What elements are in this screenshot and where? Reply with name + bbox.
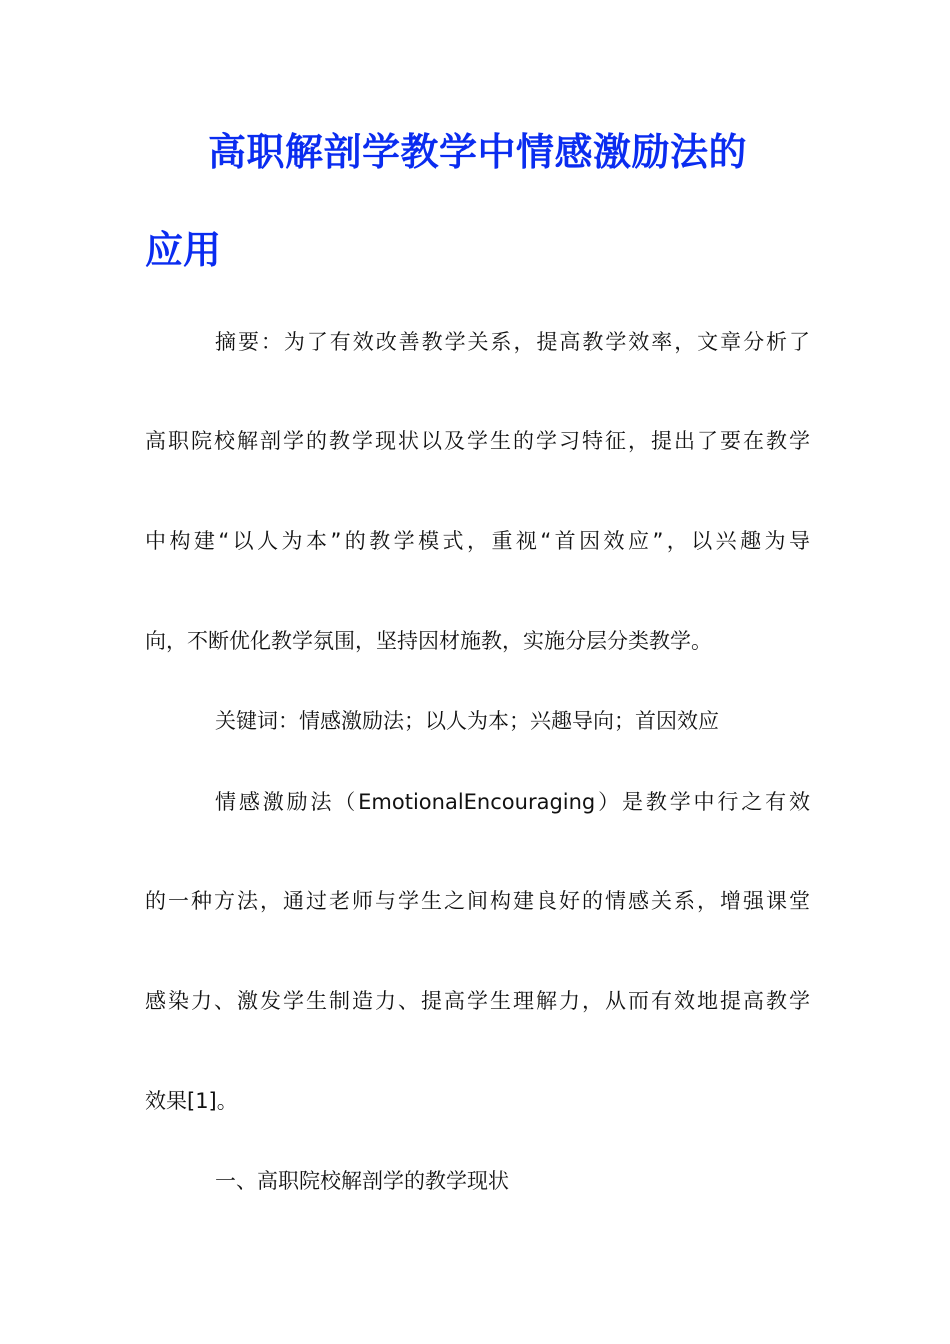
intro-line-4: 效果[1]。: [145, 1089, 238, 1113]
abstract-line-4: 向，不断优化教学氛围，坚持因材施教，实施分层分类教学。: [145, 629, 712, 653]
title-line-2: 应用: [145, 227, 222, 272]
keywords: 关键词：情感激励法；以人为本；兴趣导向；首因效应: [215, 709, 719, 733]
abstract-line-1: 摘要：为了有效改善教学关系，提高教学效率，文章分析了: [215, 330, 810, 354]
abstract-line-3: 中构建“以人为本”的教学模式，重视“首因效应”，以兴趣为导: [145, 529, 810, 553]
title-line-1: 高职解剖学教学中情感激励法的: [208, 129, 748, 174]
section-heading: 一、高职院校解剖学的教学现状: [215, 1169, 509, 1193]
intro-line-2: 的一种方法，通过老师与学生之间构建良好的情感关系，增强课堂: [145, 889, 810, 913]
intro-line-1: 情感激励法（EmotionalEncouraging）是教学中行之有效: [215, 790, 810, 814]
intro-line-3: 感染力、激发学生制造力、提高学生理解力，从而有效地提高教学: [145, 989, 810, 1013]
abstract-line-2: 高职院校解剖学的教学现状以及学生的学习特征，提出了要在教学: [145, 429, 810, 453]
